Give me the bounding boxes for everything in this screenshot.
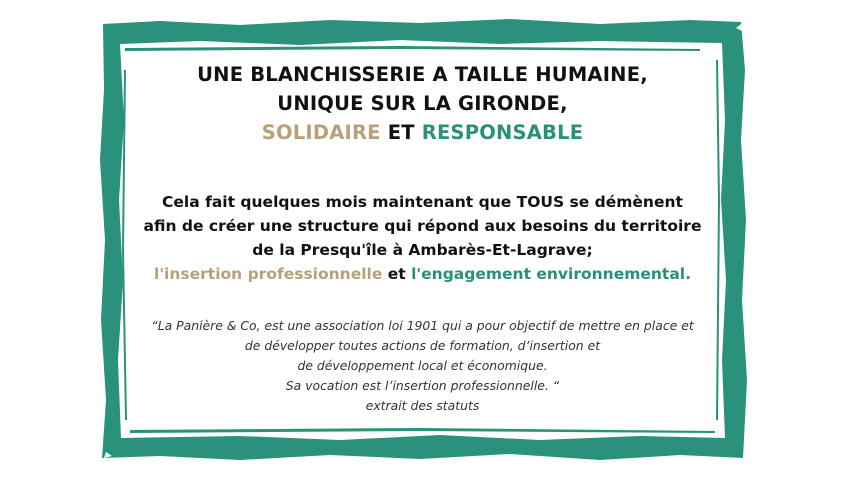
quote-line-1: “La Panière & Co, est une association loi 1901 qui a pour objectif de mettre en place et — [151, 318, 694, 333]
headline-line-1: UNE BLANCHISSERIE A TAILLE HUMAINE, — [197, 63, 648, 86]
headline — [110, 60, 735, 147]
headline-responsable: RESPONSABLE — [421, 121, 584, 144]
content-panel — [110, 60, 735, 416]
lead-engagement: l'engagement environnemental. — [411, 265, 691, 283]
statutes-quote — [110, 316, 735, 416]
headline-solidaire: SOLIDAIRE — [261, 121, 381, 144]
quote-line-4: Sa vocation est l’insertion professionnelle. “ — [285, 378, 560, 393]
lead-line-4 — [110, 262, 735, 286]
headline-line-3 — [110, 118, 735, 147]
lead-line-3: de la Presqu'île à Ambarès-Et-Lagrave; — [252, 241, 593, 259]
quote-line-2: de développer toutes actions de formation, d’insertion et — [244, 338, 601, 353]
quote-line-3: de développement local et économique. — [297, 358, 548, 373]
lead-line-1: Cela fait quelques mois maintenant que TOUS se démènent — [162, 193, 683, 211]
lead-line-2: afin de créer une structure qui répond aux besoins du territoire — [143, 217, 702, 235]
lead-insertion: l'insertion professionnelle — [154, 265, 383, 283]
headline-et: ET — [387, 121, 415, 144]
lead-paragraph — [110, 190, 735, 286]
headline-line-2: UNIQUE SUR LA GIRONDE, — [277, 92, 568, 115]
quote-source: extrait des statuts — [365, 398, 480, 413]
lead-et: et — [387, 265, 406, 283]
